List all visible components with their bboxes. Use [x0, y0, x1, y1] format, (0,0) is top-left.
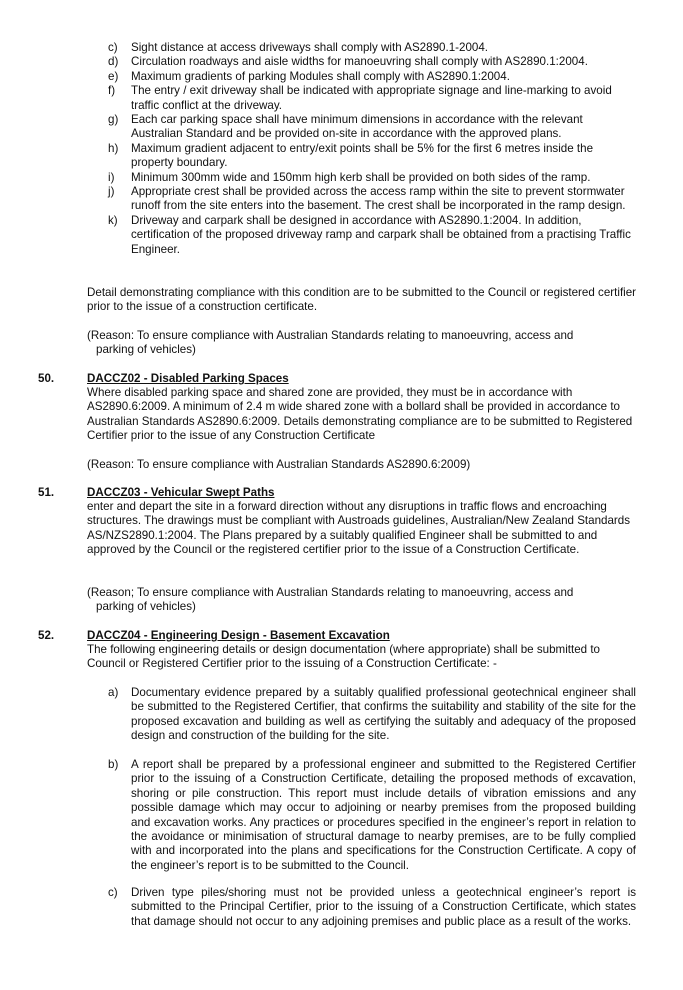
list-item-text: Each car parking space shall have minimum dimensions in accordance with the relevant Australian Standard and be provided on-site in accordance with the approved plans. [131, 113, 583, 141]
reason-line: parking of vehicles) [96, 343, 196, 357]
list-item [108, 84, 636, 113]
list-item-label: i) [108, 170, 115, 184]
section-intro: The following engineering details or design documentation (where appropriate) shall be submitted to Council or Registered Certifier prior to the issuing of a Construction Certificate: - [87, 643, 601, 671]
list-item-text: Circulation roadways and aisle widths for manoeuvring shall comply with AS2890.1:2004. [131, 55, 588, 69]
list-item-text: Maximum gradient adjacent to entry/exit points shall be 5% for the first 6 metres inside the property boundary. [131, 141, 594, 170]
engineering-list [108, 758, 636, 873]
section-title: DACCZ02 - Disabled Parking Spaces [87, 372, 289, 385]
list-item-label: k) [108, 213, 118, 227]
list-item-text: Minimum 300mm wide and 150mm high kerb shall be provided on both sides of the ramp. [131, 170, 591, 184]
list-item-text: Maximum gradients of parking Modules shall comply with AS2890.1:2004. [131, 69, 510, 83]
section-body: Where disabled parking space and shared zone are provided, they must be in accordance with AS2890.6:2009. A minimum of 2.4 m wide shared zone with a bollard shall be provided in accordance to Australian Standards AS2890.6:2009. Details demonstrating compliance are to be submitted to Registered Certifier prior to the issue of any Construction Certificate [87, 386, 633, 443]
section-number: 51. [38, 486, 55, 499]
list-item-label: a) [108, 686, 119, 699]
reason-paragraph: (Reason: To ensure compliance with Australian Standards AS2890.6:2009) [87, 458, 471, 471]
list-item [108, 171, 636, 185]
reason-line: (Reason: To ensure compliance with Australian Standards relating to manoeuvring, access and [87, 329, 574, 342]
list-item [108, 142, 636, 171]
section-number: 50. [38, 372, 55, 385]
engineering-list [108, 886, 636, 929]
list-item [108, 55, 636, 69]
section-number: 52. [38, 629, 55, 642]
list-item-text: Driven type piles/shoring must not be provided unless a geotechnical engineer’s report is submitted to the Principal Certifier, prior to the issuing of a Construction Certificate, which states that damage should not occur to any adjoining premises and public place as a result of the works. [131, 886, 636, 928]
parking-requirements-list [108, 41, 636, 257]
list-item [108, 41, 636, 55]
list-item-text: Driveway and carpark shall be designed in accordance with AS2890.1:2004. In addition, certification of the proposed driveway ramp and carpark shall be obtained from a practising Traffic Engineer. [131, 213, 631, 256]
reason-line: parking of vehicles) [96, 600, 196, 614]
list-item-text: Sight distance at access driveways shall comply with AS2890.1-2004. [131, 41, 489, 54]
list-item [108, 185, 636, 214]
list-item-label: b) [108, 758, 119, 771]
list-item [108, 214, 636, 257]
list-item-label: e) [108, 69, 119, 83]
reason-paragraph [87, 329, 647, 358]
list-item [108, 758, 636, 873]
engineering-list [108, 686, 636, 744]
section-title: DACCZ03 - Vehicular Swept Paths [87, 486, 275, 499]
section-body: enter and depart the site in a forward direction without any disruptions in traffic flows and encroaching structures. The drawings must be compliant with Austroads guidelines, Australian/New Zealand Standards AS/NZS2890.1:2004. The Plans prepared by a suitably qualified Engineer shall be submitted to and approved by the Council or the registered certifier prior to the issue of a Construction Certificate. [87, 500, 631, 557]
list-item [108, 70, 636, 84]
list-item-label: d) [108, 55, 119, 69]
list-item-label: c) [108, 886, 118, 899]
list-item-label: f) [108, 84, 116, 98]
reason-paragraph [87, 586, 647, 615]
reason-line: (Reason; To ensure compliance with Australian Standards relating to manoeuvring, access and [87, 586, 574, 599]
list-item-text: The entry / exit driveway shall be indicated with appropriate signage and line-marking to avoid traffic conflict at the driveway. [131, 84, 612, 112]
list-item-label: c) [108, 41, 118, 54]
list-item-label: h) [108, 141, 119, 155]
list-item-text: A report shall be prepared by a professional engineer and submitted to the Registered Certifier prior to the issuing of a Construction Certificate, detailing the proposed methods of excavation, shoring or pile construction. This report must include details of vibration emissions and any possible damage which may occur to adjoining or nearby premises from the proposed building and excavation works. Any practices or procedures specified in the engineer’s report in relation to the avoidance or minimisation of structural damage to nearby premises, are to be fully complied with and incorporated into the plans and specifications for the Construction Certificate. A copy of the engineer’s report is to be submitted to the Council. [131, 758, 636, 872]
list-item-text: Appropriate crest shall be provided across the access ramp within the site to prevent stormwater runoff from the site enters into the basement. The crest shall be incorporated in the ramp design. [131, 185, 626, 213]
list-item [108, 886, 636, 929]
list-item-label: j) [108, 185, 115, 199]
list-item-text: Documentary evidence prepared by a suitably qualified professional geotechnical engineer shall be submitted to the Registered Certifier, that confirms the suitability and stability of the site for the proposed excavation and building as well as certifying the suitably and adequacy of the proposed design and construction of the building for the site. [131, 686, 636, 743]
list-item [108, 686, 636, 744]
section-title: DACCZ04 - Engineering Design - Basement Excavation [87, 629, 390, 642]
list-item-label: g) [108, 113, 119, 127]
list-item [108, 113, 636, 142]
detail-paragraph: Detail demonstrating compliance with this condition are to be submitted to the Council or registered certifier prior to the issue of a construction certificate. [87, 286, 637, 314]
